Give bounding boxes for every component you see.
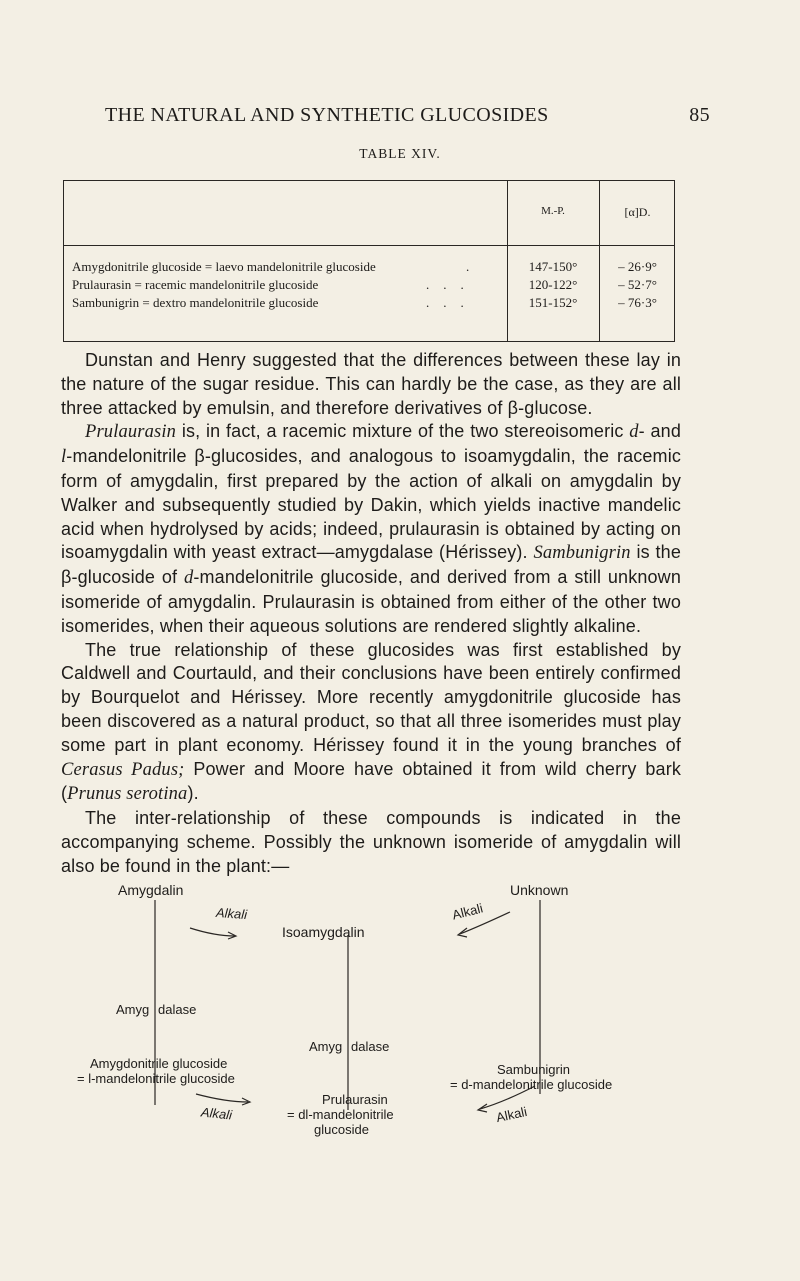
table-cell-rotation: – 26·9° [618,259,657,274]
scheme-amygdonitrile: = l-mandelonitrile glucoside [77,1071,235,1086]
scheme-sambunigrin: = d-mandelonitrile glucoside [450,1077,613,1092]
paragraph: The inter-relationship of these compounds is indicated in the accompanying scheme. Possibly the unknown isomeride of amygdalin will also be found in the plant:— [61,808,681,876]
scheme-amygdalin: Amygdalin [118,882,184,898]
running-head-title: THE NATURAL AND SYNTHETIC GLUCOSIDES [105,104,549,126]
scheme-isoamygdalin: Isoamygdalin [282,924,365,940]
scheme-amygdalase-mid: Amyg [309,1039,343,1054]
table-row-name: Sambunigrin = dextro mandelonitrile glucoside [72,295,319,310]
paragraph: Dunstan and Henry suggested that the differences between these lay in the nature of the sugar residue. This can hardly be the case, as they are all three attacked by emulsin, and therefore derivatives of β-glucose. [61,350,681,418]
table-header-rule [64,245,674,246]
italic-term: Sambunigrin [533,543,631,564]
italic-term: Prulaurasin [85,422,177,443]
table-cell-mp: 151-152° [528,295,578,310]
table-cell-mp: 147-150° [528,259,578,274]
col-header-rotation: [α]D. [624,205,651,219]
scheme-sambunigrin: Sambunigrin [497,1062,570,1077]
table-cell-mp: 120-122° [528,277,578,292]
data-table [63,180,675,342]
scheme-arrow-path [196,1094,248,1102]
scheme-amygdalase-left: Amyg [116,1002,150,1017]
scheme-alkali-label: Alkali [215,904,248,923]
paragraph: The true relationship of these glucosides was first established by Caldwell and Courtauld, and their conclusions have been entirely confirmed by Bourquelot and Hérissey. More recently amygdonitrile glucoside has been discovered as a natural product, so that all three isomerides must play some part in plant economy. Hérissey found it in the young branches of Cerasus Padus; Power and Moore have obtained it from wild cherry bark (Prunus serotina). [61,639,681,805]
scheme-prulaurasin: = dl-mandelonitrile [287,1107,394,1122]
italic-term: Cerasus Padus; [61,759,185,780]
scheme-alkali-label: Alkali [200,1104,233,1123]
italic-term: Prunus serotina [67,784,188,805]
table-cell-rotation: – 52·7° [618,277,657,292]
relationship-scheme [0,880,800,1180]
scheme-prulaurasin: Prulaurasin [322,1092,388,1107]
col-header-mp: M.-P. [541,205,565,217]
scheme-prulaurasin: glucoside [314,1122,369,1137]
scheme-unknown: Unknown [510,882,569,898]
table-row-name: Prulaurasin = racemic mandelonitrile glucoside [72,277,319,292]
body-text [61,349,681,879]
table-row-name: Amygdonitrile glucoside = laevo mandelonitrile glucoside [72,259,376,274]
scheme-alkali-label: Alkali [494,1103,529,1126]
table-title: TABLE XIV. [359,146,441,161]
paragraph: Prulaurasin is, in fact, a racemic mixture of the two stereoisomeric d- and l-mandelonitrile β-glucosides, and analogous to isoamygdalin, the racemic form of amygdalin, first prepared by the action of alkali on amygdalin by Walker and subsequently studied by Dakin, which yields inactive mandelic acid when hydrolysed by acids; indeed, prulaurasin is obtained by acting on isoamygdalin with yeast extract—amygdalase (Hérissey). Sambunigrin is the β-glucoside of d-mandelonitrile glucoside, and derived from a still unknown isomeride of amygdalin. Prulaurasin is obtained from either of the other two isomerides, when their aqueous solutions are rendered slightly alkaline. [61,421,682,636]
scheme-amygdalase-mid: dalase [351,1039,390,1054]
table-cell-rotation: – 76·3° [618,295,657,310]
page-number: 85 [689,104,710,126]
scheme-alkali-label: Alkali [450,900,485,923]
leader-dots: ... [426,277,478,292]
leader-dot: . [466,259,470,274]
leader-dots: ... [426,295,478,310]
running-head [105,104,710,127]
scheme-amygdonitrile: Amygdonitrile glucoside [90,1056,228,1071]
scheme-lines [0,880,800,1180]
scheme-amygdalase-left: dalase [158,1002,197,1017]
